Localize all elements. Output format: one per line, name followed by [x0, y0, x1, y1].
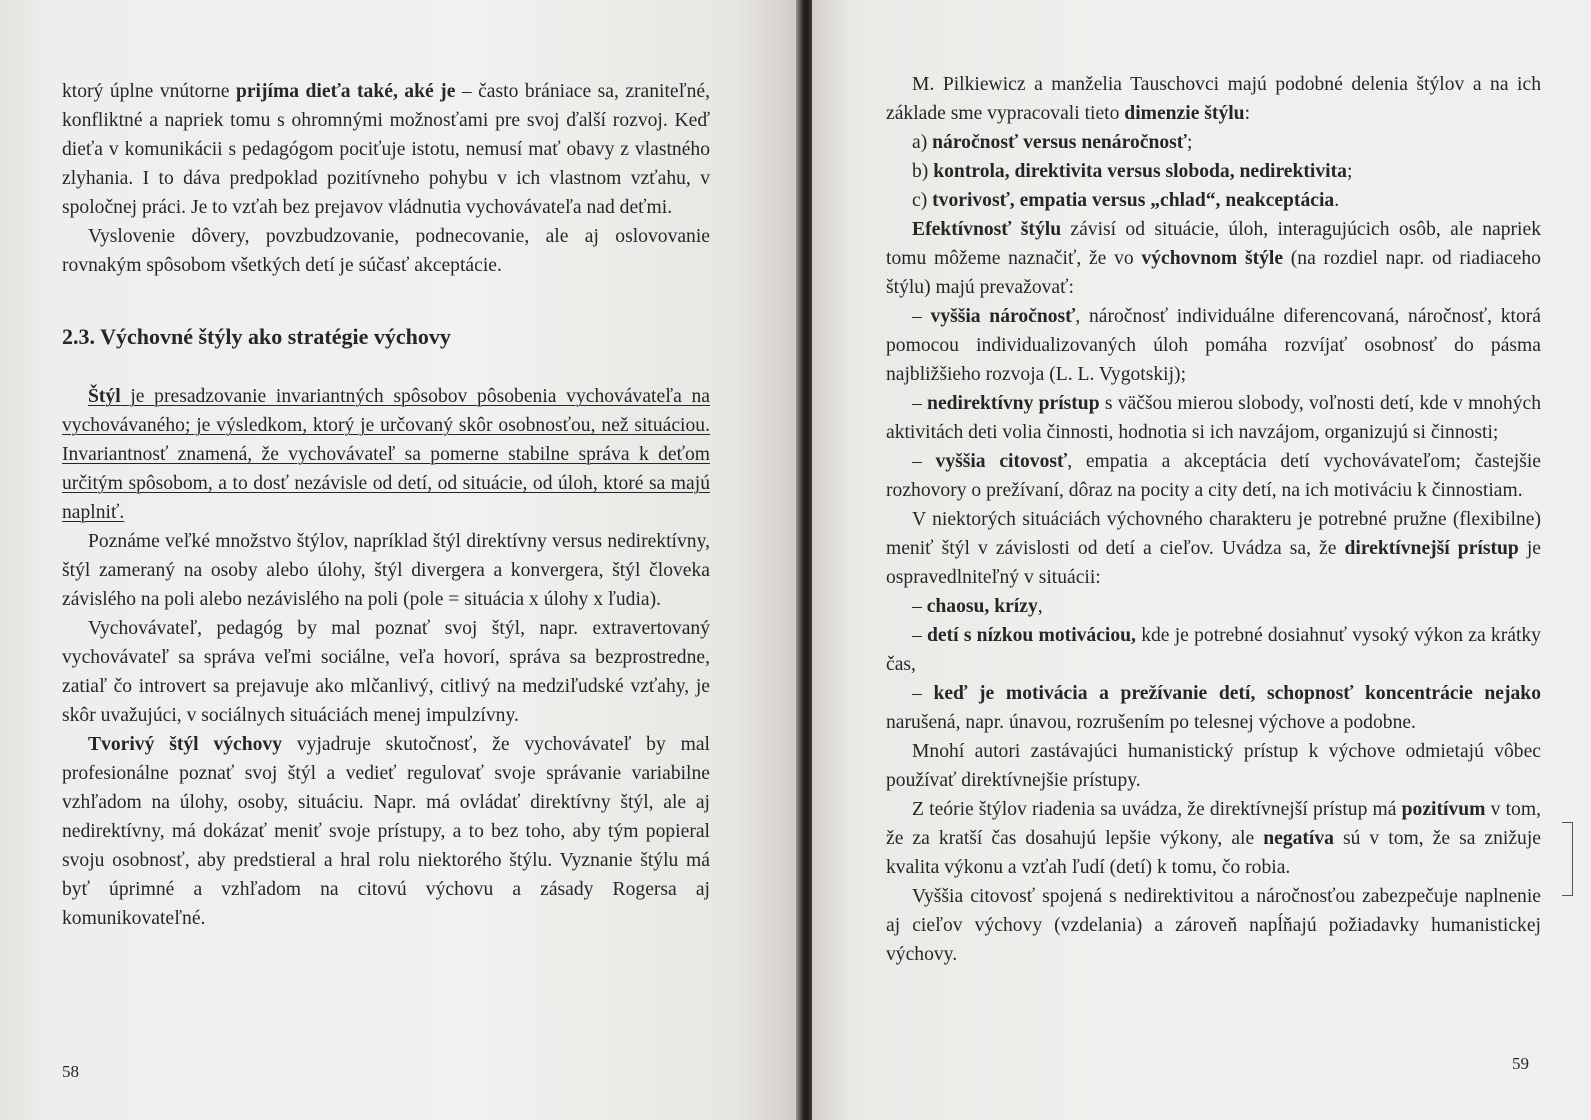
list-marker: – — [912, 596, 927, 617]
bold-text: chaosu, krízy — [926, 596, 1038, 617]
list-marker: a) — [912, 132, 933, 153]
margin-bracket-mark — [1562, 822, 1573, 896]
bold-text: dimenzie štýlu — [1124, 103, 1245, 124]
text-run: závisí od situácie, úloh, interagujúcich osôb, ale napriek tomu môžeme naznačiť, že vo — [886, 219, 1541, 269]
bold-text: vyššia citovosť — [935, 451, 1068, 472]
text-run: , náročnosť individuálne diferencovaná, náročnosť, ktorá pomocou individualizovaných úloh pomáha rozvíjať osobnosť do pásma najbližšieho rozvoja (L. L. Vygotskij); — [886, 306, 1541, 385]
text-run: vyjadruje skutočnosť, že vychovávateľ by mal profesionálne poznať svoj štýl a vedieť regulovať svoje správanie variabilne vzhľadom na úlohy, osoby, situáciu. Napr. má ovládať direktívny štýl, ale aj nedirektívny, má dokázať meniť svoje prístupy, a to bez toho, aby tým popieral svoju osobnosť, aby predstieral a hral rolu niektorého štýlu. Vyznanie štýlu má byť úprimné a vzhľadom na citovú výchovu a zásady Rogersa aj komunikovateľné. — [62, 734, 710, 929]
text-run: – často brániace sa, zraniteľné, konfliktné a napriek tomu s ohromnými možnosťami pre svoj ďalší rozvoj. Keď dieťa v komunikácii s pedagógom pociťuje istotu, nemusí mať obavy z vlastného zlyhania. I to dáva predpoklad pozitívneho pohybu v ich vlastnom vzťahu, v spoločnej práci. Je to vzťah bez prejavov vládnutia vychovávateľa nad deťmi. — [62, 81, 710, 218]
bold-text: tvorivosť, empatia versus „chlad“, neakceptácia — [932, 190, 1335, 211]
paragraph: Vyslovenie dôvery, povzbudzovanie, podnecovanie, ale aj oslovovanie rovnakým spôsobom všetkých detí je súčasť akceptácie. — [62, 226, 710, 276]
text-run: ; — [1186, 132, 1193, 153]
list-item — [886, 447, 1541, 505]
bold-text: pozitívum — [1401, 799, 1486, 820]
list-item — [886, 679, 1541, 737]
paragraph: Mnohí autori zastávajúci humanistický prístup k výchove odmietajú vôbec používať direktívnejšie prístupy. — [886, 741, 1541, 791]
bold-text: náročnosť versus nenáročnosť — [932, 132, 1187, 153]
paragraph: Poznáme veľké množstvo štýlov, napríklad štýl direktívny versus nedirektívny, štýl zameraný na osoby alebo úlohy, štýl divergera a konvergera, štýl človeka závislého na poli alebo nezávislého na poli (pole = situácia x úlohy x ľudia). — [62, 531, 710, 610]
text-run: : — [1244, 103, 1251, 124]
paragraph — [886, 505, 1541, 592]
bold-text: direktívnejší prístup — [1344, 538, 1519, 559]
underlined-text: je presadzovanie invariantných spôsobov pôsobenia vychovávateľa na vychovávaného; je výsledkom, ktorý je určovaný skôr osobnosťou, než situáciou. Invariantnosť znamená, že vychovávateľ sa pomerne stabilne správa k deťom určitým spôsobom, a to dosť nezávisle od detí, od situácie, od úloh, ktoré sa majú naplniť. — [62, 386, 710, 523]
section-heading: 2.3. Výchovné štýly ako stratégie výchovy — [62, 324, 451, 349]
paragraph — [62, 730, 710, 933]
paragraph — [886, 795, 1541, 882]
list-item — [886, 186, 1541, 215]
paragraph — [62, 382, 710, 527]
paragraph — [886, 215, 1541, 302]
text-run: ; — [1346, 161, 1353, 182]
list-item — [886, 389, 1541, 447]
right-page-body — [886, 70, 1541, 969]
bold-text: detí s nízkou motiváciou, — [927, 625, 1136, 646]
bold-text: nedirektívny prístup — [927, 393, 1100, 414]
paragraph — [62, 77, 710, 222]
bold-text: negatíva — [1263, 828, 1334, 849]
text-run: , empatia a akceptácia detí vychovávateľom; častejšie rozhovory o prežívaní, dôraz na pocity a city detí, na ich motiváciu k činnostiam. — [886, 451, 1541, 501]
text-run: , — [1037, 596, 1043, 617]
list-item — [886, 621, 1541, 679]
paragraph — [886, 70, 1541, 128]
list-marker: – — [912, 625, 928, 646]
bold-text: vyššia náročnosť — [930, 306, 1076, 327]
text-run: (na rozdiel napr. od riadiaceho štýlu) majú prevažovať: — [886, 248, 1541, 298]
paragraph: Vychovávateľ, pedagóg by mal poznať svoj štýl, napr. extravertovaný vychovávateľ sa správa veľmi sociálne, veľa hovorí, správa sa bezprostredne, zatiaľ čo introvert sa prejavuje ako mlčanlivý, citlivý na medziľudské vzťahy, je skôr uvažujúci, v sociálnych situáciách menej impulzívny. — [62, 618, 710, 726]
list-marker: – — [912, 683, 934, 704]
list-item — [886, 302, 1541, 389]
left-page-body — [62, 77, 710, 933]
list-item — [886, 157, 1541, 186]
bold-text: Tvorivý štýl výchovy — [88, 734, 283, 755]
text-run: Z teórie štýlov riadenia sa uvádza, že direktívnejší prístup má — [912, 799, 1402, 820]
bold-text: Efektívnosť štýlu — [912, 219, 1062, 240]
text-run: v tom, že za kratší čas dosahujú lepšie výkony, ale — [886, 799, 1541, 849]
bold-text: keď je motivácia a prežívanie detí, schopnosť koncentrácie nejako — [933, 683, 1542, 704]
list-item — [886, 128, 1541, 157]
list-marker: – — [912, 451, 936, 472]
bold-text: výchovnom štýle — [1141, 248, 1284, 269]
list-marker: b) — [912, 161, 934, 182]
text-run: narušená, napr. únavou, rozrušením po telesnej výchove a podobne. — [886, 712, 1416, 733]
list-marker: c) — [912, 190, 933, 211]
right-page — [812, 0, 1591, 1120]
text-run: sú v tom, že sa znižuje kvalita výkonu a vzťah ľudí (detí) k tomu, čo robia. — [886, 828, 1541, 878]
list-marker: – — [912, 393, 928, 414]
text-run: M. Pilkiewicz a manželia Tauschovci majú podobné delenia štýlov a na ich základe sme vypracovali tieto — [886, 74, 1541, 124]
text-run: kde je potrebné dosiahnuť vysoký výkon za krátky čas, — [886, 625, 1541, 675]
page-number: 59 — [1512, 1054, 1529, 1073]
bold-text: Štýl — [88, 386, 121, 407]
text-run: V niektorých situáciách výchovného charakteru je potrebné pružne (flexibilne) meniť štýl v závislosti od detí a cieľov. Uvádza sa, že — [886, 509, 1541, 559]
text-run: s väčšou mierou slobody, voľnosti detí, kde v mnohých aktivitách deti volia činnosti, hodnotia si ich navzájom, organizujú si činnosti; — [886, 393, 1541, 443]
text-run: . — [1334, 190, 1340, 211]
list-marker: – — [912, 306, 931, 327]
text-run: ktorý úplne vnútorne — [62, 81, 236, 102]
text-run: je ospravedlniteľný v situácii: — [886, 538, 1541, 588]
bold-text: kontrola, direktivita versus sloboda, nedirektivita — [933, 161, 1347, 182]
page-number: 58 — [62, 1062, 79, 1081]
bold-text: prijíma dieťa také, aké je — [235, 81, 456, 102]
paragraph: Vyššia citovosť spojená s nedirektivitou a náročnosťou zabezpečuje naplnenie aj cieľov výchovy (vzdelania) a zároveň napĺňajú požiadavky humanistickej výchovy. — [886, 886, 1541, 965]
list-item — [886, 592, 1541, 621]
